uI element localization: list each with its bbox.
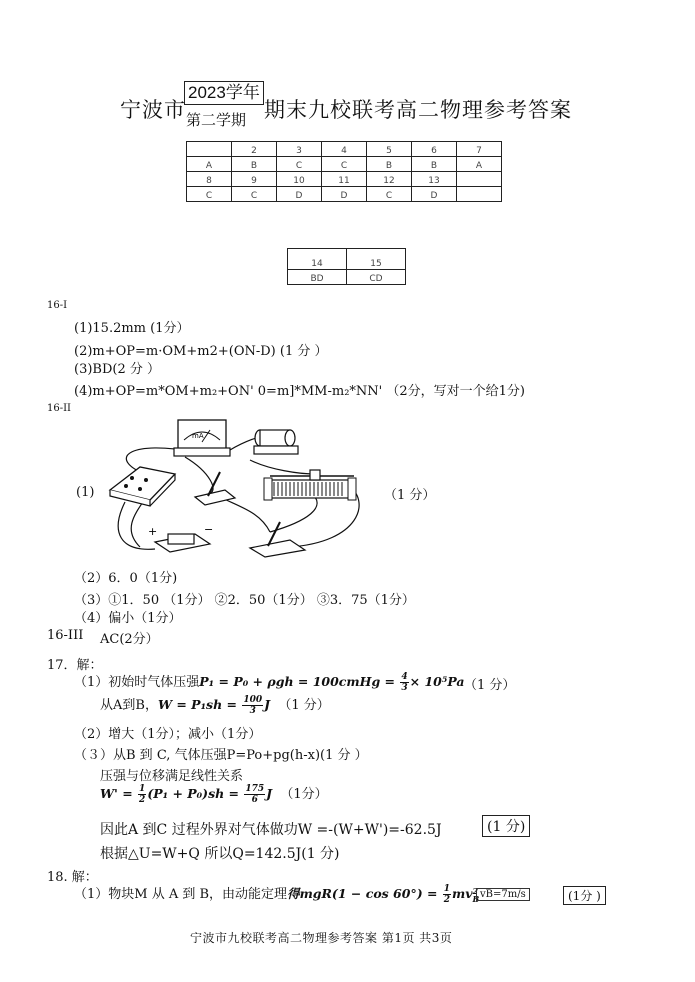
table-row (288, 249, 406, 270)
q17-line1-eq: P₁ = P₀ + ρgh = 100cmHg = (199, 674, 400, 689)
fraction (443, 884, 451, 905)
semester-label: 第二学期 (186, 111, 247, 129)
q16-1-label: 16-I (47, 300, 68, 311)
q17-line6-eq: W' = (100, 786, 138, 801)
table-cell: D (277, 187, 322, 202)
table-cell: B (412, 157, 457, 172)
table-cell: 15 (347, 249, 406, 270)
fraction-num: 1 (139, 784, 146, 794)
q16-2-item1-label: (1) (76, 485, 95, 500)
q17-line-5: 压强与位移满足线性关系 (100, 769, 244, 784)
q17-line7-score: (1 分) (482, 815, 530, 837)
superscript: 2 (472, 885, 479, 896)
q18-label: 18. 解： (47, 870, 98, 885)
fraction-num: 1 (443, 884, 451, 894)
q16-3-label: 16-III (47, 628, 84, 643)
table-cell: 2 (232, 142, 277, 157)
table-cell: 8 (187, 172, 232, 187)
plus-sign: + (148, 525, 158, 538)
q17-line1-prefix: （1）初始时气体压强 (74, 675, 200, 690)
fraction-den: 3 (401, 683, 408, 693)
table-cell: 7 (457, 142, 502, 157)
fraction (242, 695, 263, 716)
table-row (187, 187, 502, 202)
resistor-icon (254, 430, 298, 454)
fraction-num: 4 (401, 672, 408, 682)
fraction-den: 6 (251, 795, 258, 805)
q17-line6-score: （1分） (280, 787, 328, 802)
q18-line1-score: (1分 ) (563, 886, 606, 905)
table-cell: B (367, 157, 412, 172)
q17-line-3: （2）增大（1分）；减小（1分） (74, 727, 262, 742)
table-cell: A (457, 157, 502, 172)
q17-line2-score: （1 分） (278, 698, 330, 713)
table-cell: 14 (288, 249, 347, 270)
table-row (187, 157, 502, 172)
table-row (187, 172, 502, 187)
q16-3-answer: AC(2分） (100, 632, 159, 647)
table-cell: C (187, 187, 232, 202)
table-cell (457, 187, 502, 202)
title-suffix: 期末九校联考高二物理参考答案 (264, 98, 572, 122)
q16-1-line-4: (4)m+OP=m*OM+m₂+ON' 0=m]*MM-m₂*NN' （2分，写对一个给1分) (74, 384, 525, 399)
q17-line-6 (100, 783, 328, 805)
table-cell: 6 (412, 142, 457, 157)
q17-line2-tail: J (264, 697, 271, 712)
table-cell: 11 (322, 172, 367, 187)
table-cell: D (412, 187, 457, 202)
q17-label: 17．解： (47, 658, 103, 673)
q17-line-4: （３）从B 到 C, 气体压强P=Po+pg(h-x)(1 分 ） (74, 748, 368, 763)
q17-line-8: 根据△U=W+Q 所以Q=142.5J(1 分) (100, 846, 340, 862)
table-row (288, 270, 406, 285)
year-box: 2023学年 (184, 81, 264, 105)
table-cell: BD (288, 270, 347, 285)
switch-icon (250, 522, 305, 557)
table-cell (187, 142, 232, 157)
q17-line2-prefix: 从A到B， (100, 698, 158, 713)
table-cell (457, 172, 502, 187)
answer-table-2 (287, 248, 406, 285)
table-cell: C (367, 187, 412, 202)
fraction-den: 3 (249, 706, 256, 716)
q18-velocity-box: vB=7m/s (476, 888, 530, 901)
q16-2-line-2: （2）6．0（1分) (74, 571, 178, 586)
q16-1-line-1: (1)15.2mm (1分） (74, 321, 190, 336)
table-cell: 10 (277, 172, 322, 187)
fraction (244, 784, 265, 805)
table-row (187, 142, 502, 157)
table-cell: 4 (322, 142, 367, 157)
q17-line-1 (74, 671, 465, 693)
fraction-num: 175 (245, 784, 265, 794)
q17-line1-tail: × 10⁵Pa (409, 674, 465, 689)
q17-line-7: 因此A 到C 过程外界对气体做功W =-(W+W')=-62.5J (100, 822, 442, 838)
q16-2-line-4: （4）偏小（1分） (74, 611, 182, 626)
q16-2-line-3: （3）①1．50 （1分） ②2．50（1分） ③3．75（1分） (74, 593, 415, 608)
q17-line-2 (100, 694, 330, 716)
circuit-diagram (100, 412, 380, 562)
fraction (400, 672, 408, 693)
table-cell: A (187, 157, 232, 172)
table-cell: C (277, 157, 322, 172)
fraction-num: 100 (243, 695, 263, 705)
table-cell: B (232, 157, 277, 172)
q17-line1-score: （1 分） (464, 678, 516, 693)
minus-sign: − (204, 523, 214, 536)
rheostat-icon (264, 470, 356, 500)
q16-1-line-2: (2)m+OP=m·OM+m2+(ON-D) (1 分 ） (74, 344, 328, 359)
table-cell: D (322, 187, 367, 202)
fraction (138, 784, 146, 805)
table-cell: C (322, 157, 367, 172)
table-cell: 9 (232, 172, 277, 187)
q18-line1-eq-a: 得mgR(1 − cos 60°) = (287, 886, 442, 901)
table-cell: 12 (367, 172, 412, 187)
q17-line6-mid: (P₁ + P₀)sh = (147, 786, 244, 801)
table-cell: 5 (367, 142, 412, 157)
page-footer: 宁波市九校联考高二物理参考答案 第1页 共3页 (190, 931, 453, 945)
battery-icon (155, 534, 210, 552)
subscript: B (472, 893, 480, 904)
resistance-box-icon (110, 467, 175, 506)
switch-icon (195, 472, 235, 505)
q16-2-label: 16-II (47, 403, 72, 414)
q17-line6-tail: J (266, 786, 273, 801)
q18-line-1 (74, 883, 479, 905)
q16-2-item1-score: （1 分） (384, 488, 436, 503)
fraction-den: 2 (443, 895, 451, 905)
fraction-den: 2 (139, 795, 146, 805)
q16-1-line-3: (3)BD(2 分 ） (74, 362, 160, 377)
meter-label: mA (192, 432, 204, 440)
table-cell: CD (347, 270, 406, 285)
answer-table-1 (186, 141, 502, 202)
q18-line1-prefix: （1）物块M 从 A 到 B，由动能定理 (74, 887, 288, 902)
table-cell: C (232, 187, 277, 202)
table-cell: 13 (412, 172, 457, 187)
title-prefix: 宁波市 (120, 98, 186, 122)
q17-line2-eq: W = P₁sh = (157, 697, 242, 712)
table-cell: 3 (277, 142, 322, 157)
q18-line1-eq-b: mv (452, 886, 473, 901)
